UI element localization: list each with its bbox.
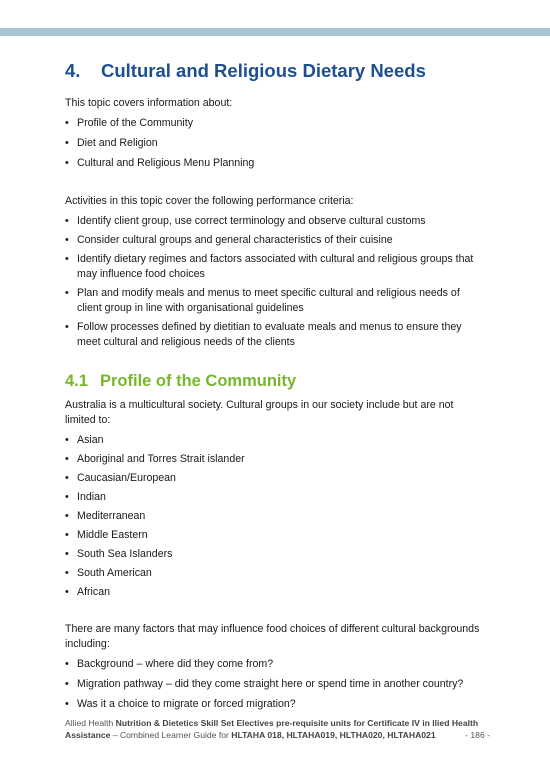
- topic-item: [65, 136, 485, 151]
- bullet-icon: •: [65, 137, 69, 149]
- criteria-item: [65, 214, 485, 229]
- criteria-item: [65, 286, 485, 316]
- cultural-group-item-text: Caucasian/European: [77, 472, 176, 484]
- cultural-group-item: [65, 452, 485, 467]
- bullet-icon: •: [65, 287, 69, 299]
- bullet-icon: •: [65, 117, 69, 129]
- cultural-group-item-text: African: [77, 586, 110, 598]
- cultural-group-item: [65, 585, 485, 600]
- cultural-group-item-text: Middle Eastern: [77, 529, 148, 541]
- criteria-item-text: Identify dietary regimes and factors associated with cultural and religious groups that may influence food choices: [77, 253, 474, 280]
- cultural-groups-list: [65, 433, 485, 600]
- cultural-group-item: [65, 490, 485, 505]
- criteria-item: [65, 233, 485, 248]
- bullet-icon: •: [65, 157, 69, 169]
- cultural-group-item-text: Indian: [77, 491, 106, 503]
- criteria-item-text: Follow processes defined by dietitian to evaluate meals and menus to ensure they meet cultural and religious needs of the clients: [77, 321, 462, 348]
- bullet-icon: •: [65, 453, 69, 465]
- factors-list: [65, 657, 485, 712]
- section-heading: 4. Cultural and Religious Dietary Needs: [65, 60, 426, 81]
- page-footer: [65, 717, 490, 741]
- bullet-icon: •: [65, 253, 69, 265]
- criteria-list: [65, 214, 485, 350]
- footer-org: Allied Health: [65, 718, 114, 728]
- bullet-icon: •: [65, 234, 69, 246]
- bullet-icon: •: [65, 586, 69, 598]
- cultural-group-item: [65, 509, 485, 524]
- cultural-group-item-text: Asian: [77, 434, 104, 446]
- cultural-group-item-text: Mediterranean: [77, 510, 146, 522]
- bullet-icon: •: [65, 434, 69, 446]
- section-intro: This topic covers information about:: [65, 97, 233, 109]
- criteria-item: [65, 252, 485, 282]
- bullet-icon: •: [65, 567, 69, 579]
- footer-codes: HLTAHA 018, HLTAHA019, HLTHA020, HLTAHA021: [231, 730, 436, 740]
- footer-mid: – Combined Learner Guide for: [110, 730, 232, 740]
- topic-item: [65, 156, 485, 171]
- factor-item-text: Background – where did they come from?: [77, 658, 274, 670]
- bullet-icon: •: [65, 215, 69, 227]
- cultural-group-item: [65, 547, 485, 562]
- topic-list: [65, 116, 485, 171]
- footer-title: Nutrition & Dietetics Skill Set Electives pre-requisite units for Certificate IV in llied Health Assistance: [65, 718, 479, 740]
- factor-item-text: Was it a choice to migrate or forced migration?: [77, 698, 296, 710]
- subsection-intro: Australia is a multicultural society. Cultural groups in our society include but are not limited to:: [65, 399, 454, 426]
- criteria-item-text: Consider cultural groups and general characteristics of their cuisine: [77, 234, 393, 246]
- topic-item-text: Profile of the Community: [77, 117, 193, 129]
- bullet-icon: •: [65, 529, 69, 541]
- cultural-group-item-text: South American: [77, 567, 152, 579]
- criteria-item: [65, 320, 485, 350]
- bullet-icon: •: [65, 698, 69, 710]
- topic-item-text: Cultural and Religious Menu Planning: [77, 157, 255, 169]
- cultural-group-item-text: South Sea Islanders: [77, 548, 173, 560]
- factor-item: [65, 697, 485, 712]
- cultural-group-item-text: Aboriginal and Torres Strait islander: [77, 453, 245, 465]
- bullet-icon: •: [65, 491, 69, 503]
- factors-intro: There are many factors that may influence food choices of different cultural backgrounds including:: [65, 623, 480, 650]
- header-bar: [0, 28, 550, 36]
- bullet-icon: •: [65, 658, 69, 670]
- bullet-icon: •: [65, 510, 69, 522]
- criteria-item-text: Plan and modify meals and menus to meet specific cultural and religious needs of client group in line with organisational guidelines: [77, 287, 460, 314]
- page-content: [65, 60, 485, 712]
- bullet-icon: •: [65, 321, 69, 333]
- factor-item: [65, 657, 485, 672]
- cultural-group-item: [65, 566, 485, 581]
- criteria-item-text: Identify client group, use correct terminology and observe cultural customs: [77, 215, 426, 227]
- cultural-group-item: [65, 471, 485, 486]
- bullet-icon: •: [65, 678, 69, 690]
- page-number: - 186 -: [465, 730, 490, 740]
- subsection-heading: 4.1 Profile of the Community: [65, 372, 297, 390]
- cultural-group-item: [65, 433, 485, 448]
- bullet-icon: •: [65, 548, 69, 560]
- factor-item: [65, 677, 485, 692]
- cultural-group-item: [65, 528, 485, 543]
- topic-item: [65, 116, 485, 131]
- bullet-icon: •: [65, 472, 69, 484]
- topic-item-text: Diet and Religion: [77, 137, 158, 149]
- factor-item-text: Migration pathway – did they come straight here or spend time in another country?: [77, 678, 464, 690]
- criteria-intro: Activities in this topic cover the following performance criteria:: [65, 195, 354, 207]
